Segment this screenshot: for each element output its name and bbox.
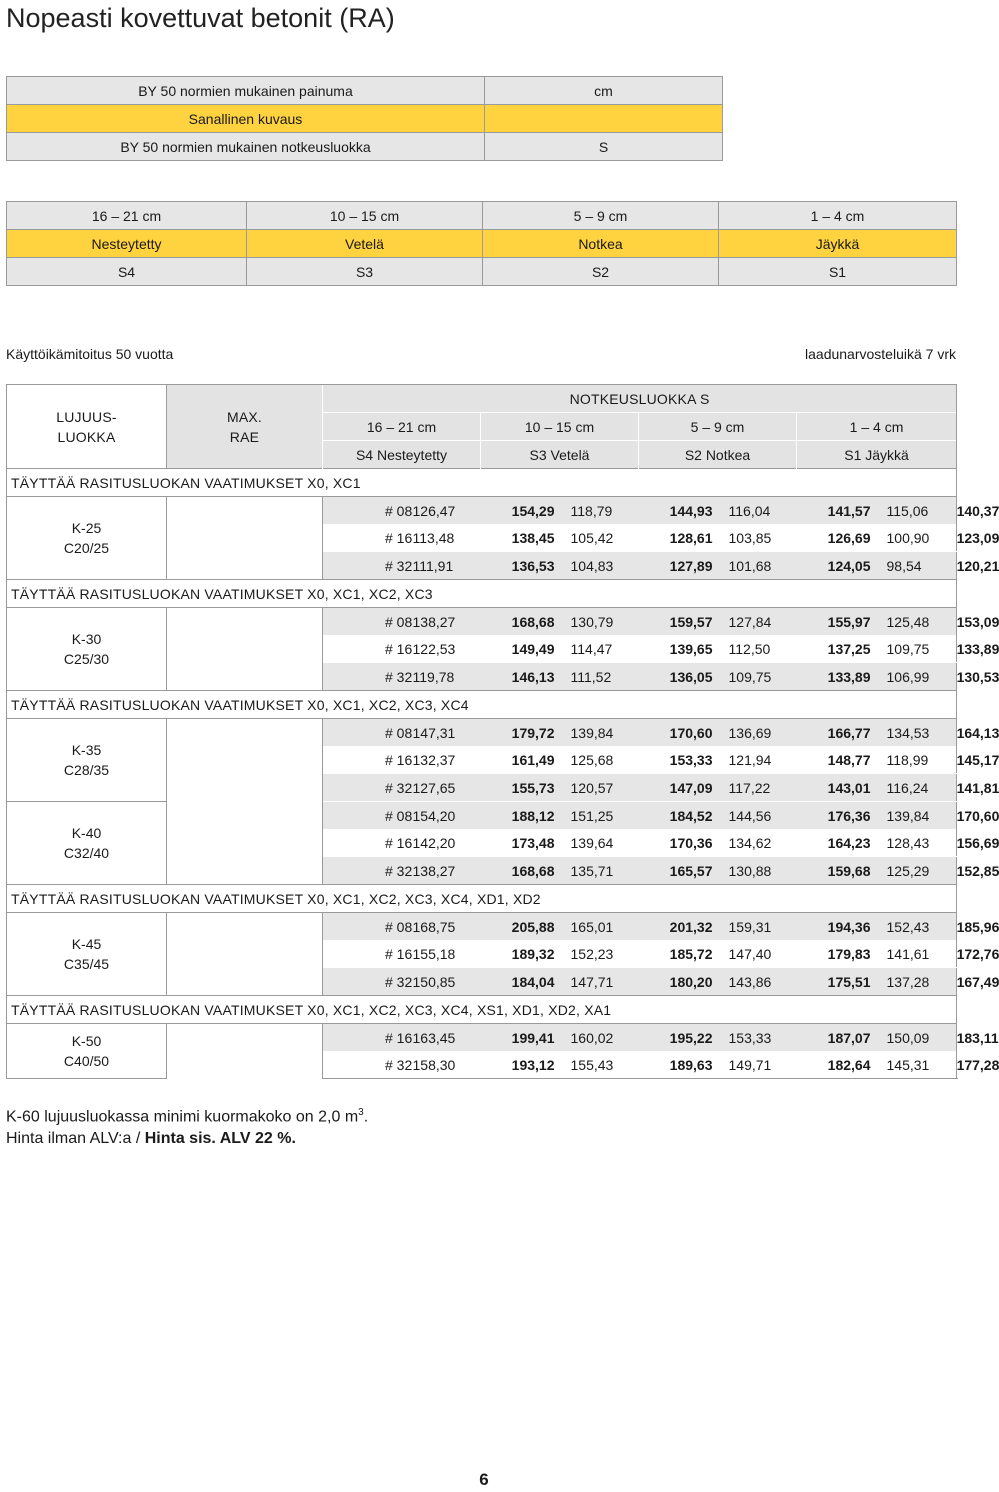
aggregate-size-cell: # 16: [323, 635, 413, 663]
price-incl-vat-cell: 136,05: [639, 663, 729, 691]
price-excl-vat-cell: 155,43: [571, 1051, 639, 1079]
row-spacer: [167, 497, 323, 580]
aggregate-size-cell: # 32: [323, 968, 413, 996]
price-excl-vat-cell: 160,02: [571, 1024, 639, 1052]
slump-cell: 5 – 9 cm: [483, 202, 719, 230]
price-incl-vat-cell: 195,22: [639, 1024, 729, 1052]
price-incl-vat-cell: 168,68: [481, 857, 571, 885]
price-incl-vat-cell: 188,12: [481, 802, 571, 830]
price-incl-vat-cell: 147,09: [639, 774, 729, 802]
price-excl-vat-cell: 113,48: [413, 524, 481, 552]
price-excl-vat-cell: 106,99: [887, 663, 957, 691]
price-incl-vat-cell: 144,93: [639, 497, 729, 525]
price-row: # 16 132,37 161,49 125,68 153,33 121,94 148,77 118,99 145,17: [7, 746, 957, 774]
price-incl-vat-cell: 153,33: [639, 746, 729, 774]
price-incl-vat-cell: 161,49: [481, 746, 571, 774]
price-excl-vat-cell: 132,37: [413, 746, 481, 774]
slump-header-cell: 16 – 21 cm: [323, 413, 481, 441]
slump-header-cell: 5 – 9 cm: [639, 413, 797, 441]
vat-note: Hinta ilman ALV:a / Hinta sis. ALV 22 %.: [6, 1130, 296, 1148]
legend-label: BY 50 normien mukainen notkeusluokka: [7, 133, 485, 161]
price-row: # 32 138,27 168,68 135,71 165,57 130,88 159,68 125,29 152,85: [7, 857, 957, 885]
description-cell: Jäykkä: [719, 230, 957, 258]
price-incl-vat-cell: 164,23: [797, 829, 887, 857]
price-incl-vat-cell: 159,68: [797, 857, 887, 885]
price-incl-vat-cell: 182,64: [797, 1051, 887, 1079]
legend-row: [7, 105, 723, 133]
price-excl-vat-cell: 120,57: [571, 774, 639, 802]
price-incl-vat-cell: 141,57: [797, 497, 887, 525]
legend-row: [7, 133, 723, 161]
class-cell: S4: [7, 258, 247, 286]
price-row: K-50 C40/50 # 16 163,45 199,41 160,02 195,22 153,33 187,07 150,09 183,11: [7, 1024, 957, 1052]
page-number: 6: [479, 1470, 489, 1489]
price-excl-vat-cell: 111,52: [571, 663, 639, 691]
price-excl-vat-cell: 134,62: [729, 829, 797, 857]
aggregate-size-cell: # 16: [323, 940, 413, 968]
price-excl-vat-cell: 111,91: [413, 552, 481, 580]
class-header-cell: S2 Notkea: [639, 441, 797, 469]
strength-class-cell: K-40 C32/40: [7, 802, 167, 885]
price-incl-vat-cell: 185,72: [639, 940, 729, 968]
legend-row: [7, 77, 723, 105]
price-incl-vat-cell: 170,60: [639, 719, 729, 747]
footer-notes: [6, 1102, 368, 1150]
aggregate-size-cell: # 16: [323, 829, 413, 857]
price-incl-vat-cell: 189,32: [481, 940, 571, 968]
price-excl-vat-cell: 116,04: [729, 497, 797, 525]
service-life-note: Käyttöikämitoitus 50 vuotta: [6, 346, 174, 362]
price-row: # 32 158,30 193,12 155,43 189,63 149,71 182,64 145,31 177,28: [7, 1051, 957, 1079]
price-excl-vat-cell: 145,31: [887, 1051, 957, 1079]
requirement-label: TÄYTTÄÄ RASITUSLUOKAN VAATIMUKSET X0, XC1, XC2, XC3, XC4, XS1, XD1, XD2, XA1: [7, 996, 957, 1024]
aggregate-size-cell: # 32: [323, 857, 413, 885]
consistency-legend-table: [6, 76, 723, 161]
price-incl-vat-cell: 137,25: [797, 635, 887, 663]
price-row: K-25 C20/25 # 08 126,47 154,29 118,79 144,93 116,04 141,57 115,06 140,37: [7, 497, 957, 525]
price-row: # 16 142,20 173,48 139,64 170,36 134,62 164,23 128,43 156,69: [7, 829, 957, 857]
aggregate-size-cell: # 32: [323, 774, 413, 802]
price-incl-vat-cell: 184,52: [639, 802, 729, 830]
legend-label: Sanallinen kuvaus: [7, 105, 485, 133]
price-excl-vat-cell: 127,84: [729, 608, 797, 636]
slump-cell: 1 – 4 cm: [719, 202, 957, 230]
price-excl-vat-cell: 119,78: [413, 663, 481, 691]
price-incl-vat-cell: 159,57: [639, 608, 729, 636]
aggregate-size-cell: # 08: [323, 802, 413, 830]
class-header-cell: S4 Nesteytetty: [323, 441, 481, 469]
requirement-row: [7, 580, 957, 608]
price-excl-vat-cell: 125,29: [887, 857, 957, 885]
price-excl-vat-cell: 105,42: [571, 524, 639, 552]
row-spacer: [167, 1024, 323, 1079]
price-incl-vat-cell: 165,57: [639, 857, 729, 885]
price-excl-vat-cell: 165,01: [571, 913, 639, 941]
page-title: Nopeasti kovettuvat betonit (RA): [6, 3, 395, 33]
description-cell: Notkea: [483, 230, 719, 258]
price-excl-vat-cell: 139,84: [887, 802, 957, 830]
aggregate-size-cell: # 16: [323, 524, 413, 552]
price-excl-vat-cell: 125,68: [571, 746, 639, 774]
description-row: [7, 230, 957, 258]
price-row: # 32 127,65 155,73 120,57 147,09 117,22 143,01 116,24 141,81: [7, 774, 957, 802]
class-cell: S3: [247, 258, 483, 286]
price-excl-vat-cell: 114,47: [571, 635, 639, 663]
strength-class-header: LUJUUS- LUOKKA: [7, 385, 167, 469]
price-excl-vat-cell: 147,31: [413, 719, 481, 747]
slump-header-cell: 10 – 15 cm: [481, 413, 639, 441]
price-excl-vat-cell: 163,45: [413, 1024, 481, 1052]
price-excl-vat-cell: 126,47: [413, 497, 481, 525]
price-row: # 32 119,78 146,13 111,52 136,05 109,75 133,89 106,99 130,53: [7, 663, 957, 691]
price-incl-vat-cell: 176,36: [797, 802, 887, 830]
price-incl-vat-cell: 155,97: [797, 608, 887, 636]
price-incl-vat-cell: 205,88: [481, 913, 571, 941]
price-excl-vat-cell: 137,28: [887, 968, 957, 996]
description-cell: Vetelä: [247, 230, 483, 258]
price-excl-vat-cell: 152,23: [571, 940, 639, 968]
price-excl-vat-cell: 109,75: [729, 663, 797, 691]
max-aggregate-header: MAX. RAE: [167, 385, 323, 469]
legend-value: S: [485, 133, 723, 161]
price-row: K-30 C25/30 # 08 138,27 168,68 130,79 159,57 127,84 155,97 125,48 153,09: [7, 608, 957, 636]
price-excl-vat-cell: 130,79: [571, 608, 639, 636]
legend-value: [485, 105, 723, 133]
price-incl-vat-cell: 193,12: [481, 1051, 571, 1079]
slump-cell: 10 – 15 cm: [247, 202, 483, 230]
slump-header-cell: 1 – 4 cm: [797, 413, 957, 441]
row-spacer: [167, 913, 323, 996]
strength-class-cell: K-25 C20/25: [7, 497, 167, 580]
price-incl-vat-cell: 189,63: [639, 1051, 729, 1079]
price-excl-vat-cell: 138,27: [413, 608, 481, 636]
price-excl-vat-cell: 121,94: [729, 746, 797, 774]
strength-class-cell: K-35 C28/35: [7, 719, 167, 802]
price-excl-vat-cell: 147,40: [729, 940, 797, 968]
slump-row: [7, 202, 957, 230]
aggregate-size-cell: # 16: [323, 1024, 413, 1052]
strength-class-cell: K-50 C40/50: [7, 1024, 167, 1079]
requirement-row: [7, 885, 957, 913]
price-row: # 32 150,85 184,04 147,71 180,20 143,86 175,51 137,28 167,49: [7, 968, 957, 996]
price-excl-vat-cell: 100,90: [887, 524, 957, 552]
aggregate-size-cell: # 08: [323, 608, 413, 636]
price-row: # 16 113,48 138,45 105,42 128,61 103,85 126,69 100,90 123,09: [7, 524, 957, 552]
price-excl-vat-cell: 122,53: [413, 635, 481, 663]
requirement-label: TÄYTTÄÄ RASITUSLUOKAN VAATIMUKSET X0, XC1, XC2, XC3, XC4, XD1, XD2: [7, 885, 957, 913]
price-excl-vat-cell: 118,79: [571, 497, 639, 525]
price-excl-vat-cell: 142,20: [413, 829, 481, 857]
price-excl-vat-cell: 150,09: [887, 1024, 957, 1052]
price-incl-vat-cell: 133,89: [797, 663, 887, 691]
price-excl-vat-cell: 103,85: [729, 524, 797, 552]
legend-label: BY 50 normien mukainen painuma: [7, 77, 485, 105]
class-row: [7, 258, 957, 286]
price-incl-vat-cell: 154,29: [481, 497, 571, 525]
class-cell: S1: [719, 258, 957, 286]
class-cell: S2: [483, 258, 719, 286]
requirement-label: TÄYTTÄÄ RASITUSLUOKAN VAATIMUKSET X0, XC1, XC2, XC3: [7, 580, 957, 608]
aggregate-size-cell: # 32: [323, 552, 413, 580]
slump-cell: 16 – 21 cm: [7, 202, 247, 230]
price-incl-vat-cell: 138,45: [481, 524, 571, 552]
price-excl-vat-cell: 159,31: [729, 913, 797, 941]
price-incl-vat-cell: 148,77: [797, 746, 887, 774]
price-excl-vat-cell: 127,65: [413, 774, 481, 802]
price-incl-vat-cell: 187,07: [797, 1024, 887, 1052]
price-excl-vat-cell: 125,48: [887, 608, 957, 636]
price-incl-vat-cell: 155,73: [481, 774, 571, 802]
price-excl-vat-cell: 109,75: [887, 635, 957, 663]
requirement-label: TÄYTTÄÄ RASITUSLUOKAN VAATIMUKSET X0, XC1, XC2, XC3, XC4: [7, 691, 957, 719]
price-incl-vat-cell: 179,72: [481, 719, 571, 747]
requirement-row: [7, 691, 957, 719]
strength-class-cell: K-45 C35/45: [7, 913, 167, 996]
price-excl-vat-cell: 115,06: [887, 497, 957, 525]
price-excl-vat-cell: 141,61: [887, 940, 957, 968]
price-excl-vat-cell: 150,85: [413, 968, 481, 996]
consistency-group-header: NOTKEUSLUOKKA S: [323, 385, 957, 413]
aggregate-size-cell: # 32: [323, 1051, 413, 1079]
price-excl-vat-cell: 168,75: [413, 913, 481, 941]
price-incl-vat-cell: 127,89: [639, 552, 729, 580]
price-incl-vat-cell: 149,49: [481, 635, 571, 663]
price-incl-vat-cell: 136,53: [481, 552, 571, 580]
price-incl-vat-cell: 128,61: [639, 524, 729, 552]
row-spacer: [167, 802, 323, 885]
price-excl-vat-cell: 139,64: [571, 829, 639, 857]
price-incl-vat-cell: 173,48: [481, 829, 571, 857]
price-excl-vat-cell: 104,83: [571, 552, 639, 580]
price-row: # 16 155,18 189,32 152,23 185,72 147,40 179,83 141,61 172,76: [7, 940, 957, 968]
description-cell: Nesteytetty: [7, 230, 247, 258]
price-incl-vat-cell: 166,77: [797, 719, 887, 747]
price-row: K-35 C28/35 # 08 147,31 179,72 139,84 170,60 136,69 166,77 134,53 164,13: [7, 719, 957, 747]
minimum-load-note: K-60 lujuusluokassa minimi kuormakoko on 2,0 $m^3$.: [6, 1107, 369, 1126]
price-excl-vat-cell: 112,50: [729, 635, 797, 663]
aggregate-size-cell: # 08: [323, 497, 413, 525]
price-incl-vat-cell: 146,13: [481, 663, 571, 691]
requirement-label: TÄYTTÄÄ RASITUSLUOKAN VAATIMUKSET X0, XC1: [7, 469, 957, 497]
price-excl-vat-cell: 152,43: [887, 913, 957, 941]
requirement-row: [7, 469, 957, 497]
price-incl-vat-cell: 126,69: [797, 524, 887, 552]
price-row: # 16 122,53 149,49 114,47 139,65 112,50 137,25 109,75 133,89: [7, 635, 957, 663]
price-excl-vat-cell: 139,84: [571, 719, 639, 747]
price-table: [6, 384, 999, 1079]
price-incl-vat-cell: 175,51: [797, 968, 887, 996]
legend-value: cm: [485, 77, 723, 105]
price-incl-vat-cell: 179,83: [797, 940, 887, 968]
price-excl-vat-cell: 155,18: [413, 940, 481, 968]
price-excl-vat-cell: 128,43: [887, 829, 957, 857]
class-header-cell: S3 Vetelä: [481, 441, 639, 469]
price-excl-vat-cell: 98,54: [887, 552, 957, 580]
price-excl-vat-cell: 101,68: [729, 552, 797, 580]
price-row: # 32 111,91 136,53 104,83 127,89 101,68 124,05 98,54 120,21: [7, 552, 957, 580]
row-spacer: [167, 719, 323, 802]
price-excl-vat-cell: 134,53: [887, 719, 957, 747]
aggregate-size-cell: # 16: [323, 746, 413, 774]
price-excl-vat-cell: 158,30: [413, 1051, 481, 1079]
class-header-cell: S1 Jäykkä: [797, 441, 957, 469]
price-excl-vat-cell: 147,71: [571, 968, 639, 996]
price-incl-vat-cell: 139,65: [639, 635, 729, 663]
price-excl-vat-cell: 149,71: [729, 1051, 797, 1079]
price-incl-vat-cell: 201,32: [639, 913, 729, 941]
price-incl-vat-cell: 180,20: [639, 968, 729, 996]
price-incl-vat-cell: 124,05: [797, 552, 887, 580]
price-row: K-45 C35/45 # 08 168,75 205,88 165,01 201,32 159,31 194,36 152,43 185,96: [7, 913, 957, 941]
price-excl-vat-cell: 138,27: [413, 857, 481, 885]
price-excl-vat-cell: 143,86: [729, 968, 797, 996]
slump-class-table: [6, 201, 957, 286]
price-excl-vat-cell: 117,22: [729, 774, 797, 802]
strength-class-cell: K-30 C25/30: [7, 608, 167, 691]
price-excl-vat-cell: 136,69: [729, 719, 797, 747]
price-excl-vat-cell: 144,56: [729, 802, 797, 830]
price-excl-vat-cell: 116,24: [887, 774, 957, 802]
price-incl-vat-cell: 199,41: [481, 1024, 571, 1052]
aggregate-size-cell: # 08: [323, 719, 413, 747]
price-incl-vat-cell: 168,68: [481, 608, 571, 636]
price-excl-vat-cell: 130,88: [729, 857, 797, 885]
test-age-note: laadunarvosteluikä 7 vrk: [805, 346, 956, 362]
price-excl-vat-cell: 151,25: [571, 802, 639, 830]
row-spacer: [167, 608, 323, 691]
price-excl-vat-cell: 118,99: [887, 746, 957, 774]
price-incl-vat-cell: 170,36: [639, 829, 729, 857]
price-row: K-40 C32/40 # 08 154,20 188,12 151,25 184,52 144,56 176,36 139,84 170,60: [7, 802, 957, 830]
price-excl-vat-cell: 154,20: [413, 802, 481, 830]
price-excl-vat-cell: 135,71: [571, 857, 639, 885]
requirement-row: [7, 996, 957, 1024]
price-incl-vat-cell: 143,01: [797, 774, 887, 802]
aggregate-size-cell: # 08: [323, 913, 413, 941]
aggregate-size-cell: # 32: [323, 663, 413, 691]
price-excl-vat-cell: 153,33: [729, 1024, 797, 1052]
price-incl-vat-cell: 184,04: [481, 968, 571, 996]
price-incl-vat-cell: 194,36: [797, 913, 887, 941]
